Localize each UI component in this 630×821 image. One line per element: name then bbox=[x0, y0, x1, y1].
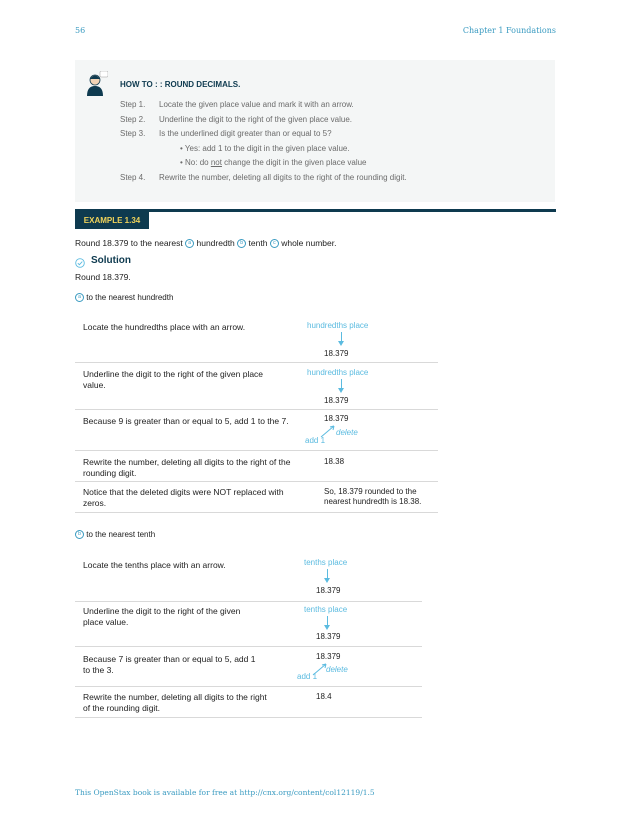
prompt-text: Round 18.379 to the nearest bbox=[75, 238, 186, 248]
bullet-yes-text: Yes: add 1 to the digit in the given place value. bbox=[184, 144, 350, 153]
row-divider bbox=[75, 686, 422, 687]
part-a-title: to the nearest hundredth bbox=[86, 293, 174, 302]
part-a-heading bbox=[75, 293, 173, 302]
table-a-row-2-text: Underline the digit to the right of the given place value. bbox=[83, 369, 264, 390]
step-2-label: Step 2. bbox=[120, 115, 146, 124]
footer-text: This OpenStax book is available for free at http://cnx.org/content/col12119/1.5 bbox=[75, 788, 375, 797]
step-4-label: Step 4. bbox=[120, 173, 146, 182]
table-a-row-1-number: 18.379 bbox=[324, 349, 349, 358]
example-prompt bbox=[75, 238, 337, 248]
table-b-row-1-number: 18.379 bbox=[316, 586, 341, 595]
arrowhead-icon bbox=[338, 341, 344, 346]
table-b-row-3-delete: delete bbox=[326, 665, 348, 674]
bullet-no-post: change the digit in the given place value bbox=[221, 158, 367, 167]
table-a-row-3-delete: delete bbox=[336, 428, 358, 437]
chapter-title: Chapter 1 Foundations bbox=[462, 26, 556, 35]
page-number: 56 bbox=[75, 26, 86, 35]
table-a-row-2-note: hundredths place bbox=[307, 368, 369, 377]
howto-title: HOW TO : : ROUND DECIMALS. bbox=[120, 80, 241, 89]
circle-c-icon: c bbox=[270, 239, 279, 248]
round-line: Round 18.379. bbox=[75, 272, 131, 282]
table-b-row-3-number: 18.379 bbox=[316, 652, 341, 661]
part-b-heading bbox=[75, 530, 155, 539]
table-b-row-4-number: 18.4 bbox=[316, 692, 332, 701]
row-divider bbox=[75, 362, 438, 363]
step-2-text: Underline the digit to the right of the given place value. bbox=[159, 115, 353, 124]
table-a-row-3-add: add 1 bbox=[305, 436, 326, 445]
table-a-row-4-text: Rewrite the number, deleting all digits to the right of the rounding digit. bbox=[83, 457, 291, 478]
table-b-row-3-add: add 1 bbox=[297, 672, 318, 681]
table-b-row-2-number: 18.379 bbox=[316, 632, 341, 641]
table-b-row-1-note: tenths place bbox=[304, 558, 348, 567]
table-a-row-5-text: Notice that the deleted digits were NOT replaced with zeros. bbox=[83, 487, 284, 508]
row-divider bbox=[75, 717, 422, 718]
step-3-label: Step 3. bbox=[120, 129, 146, 138]
step-1-label: Step 1. bbox=[120, 100, 146, 109]
option-c: whole number. bbox=[281, 238, 337, 248]
option-b: tenth bbox=[248, 238, 268, 248]
circle-b-icon: b bbox=[237, 239, 246, 248]
arrowhead-icon bbox=[338, 388, 344, 393]
row-divider bbox=[75, 646, 422, 647]
table-b-row-3-text: Because 7 is greater than or equal to 5, add 1 to the 3. bbox=[83, 654, 256, 675]
option-a: hundredth bbox=[196, 238, 235, 248]
circle-b-icon: b bbox=[75, 530, 84, 539]
step-3-text: Is the underlined digit greater than or equal to 5? bbox=[159, 129, 332, 138]
bullet-no-underlined: not bbox=[210, 158, 222, 167]
bullet-yes: • Yes: add 1 to the digit in the given place value. bbox=[180, 144, 350, 153]
table-b-row-1-text: Locate the tenths place with an arrow. bbox=[83, 560, 226, 570]
table-a-row-5-result: So, 18.379 rounded to the nearest hundredth is 18.38. bbox=[324, 487, 422, 506]
step-4-text: Rewrite the number, deleting all digits to the right of the rounding digit. bbox=[159, 173, 407, 182]
table-b-row-4-text: Rewrite the number, deleting all digits to the right of the rounding digit. bbox=[83, 692, 267, 713]
circle-a-icon: a bbox=[75, 293, 84, 302]
row-divider bbox=[75, 481, 438, 482]
part-b-title: to the nearest tenth bbox=[86, 530, 156, 539]
arrowhead-icon bbox=[324, 578, 330, 583]
bullet-no: • No: do not change the digit in the given place value bbox=[180, 158, 367, 167]
row-divider bbox=[75, 450, 438, 451]
table-a-row-1-note: hundredths place bbox=[307, 321, 369, 330]
solution-heading: Solution bbox=[91, 255, 131, 266]
table-b-row-2-note: tenths place bbox=[304, 605, 348, 614]
table-a-row-3-number: 18.379 bbox=[324, 414, 349, 423]
row-divider bbox=[75, 409, 438, 410]
circle-a-icon: a bbox=[185, 239, 194, 248]
table-b-row-2-text: Underline the digit to the right of the given place value. bbox=[83, 606, 241, 627]
step-1-text: Locate the given place value and mark it with an arrow. bbox=[159, 100, 354, 109]
table-a-row-2-number: 18.379 bbox=[324, 396, 349, 405]
table-a-row-3-text: Because 9 is greater than or equal to 5, add 1 to the 7. bbox=[83, 416, 289, 426]
example-label: EXAMPLE 1.34 bbox=[75, 212, 149, 229]
row-divider bbox=[75, 512, 438, 513]
student-avatar-icon bbox=[86, 71, 106, 95]
row-divider bbox=[75, 601, 422, 602]
table-a-row-1-text: Locate the hundredths place with an arrow. bbox=[83, 322, 246, 332]
check-circle-icon bbox=[75, 255, 85, 265]
table-a-row-4-number: 18.38 bbox=[324, 457, 345, 466]
arrowhead-icon bbox=[324, 625, 330, 630]
bullet-no-pre: No: do bbox=[185, 158, 211, 167]
